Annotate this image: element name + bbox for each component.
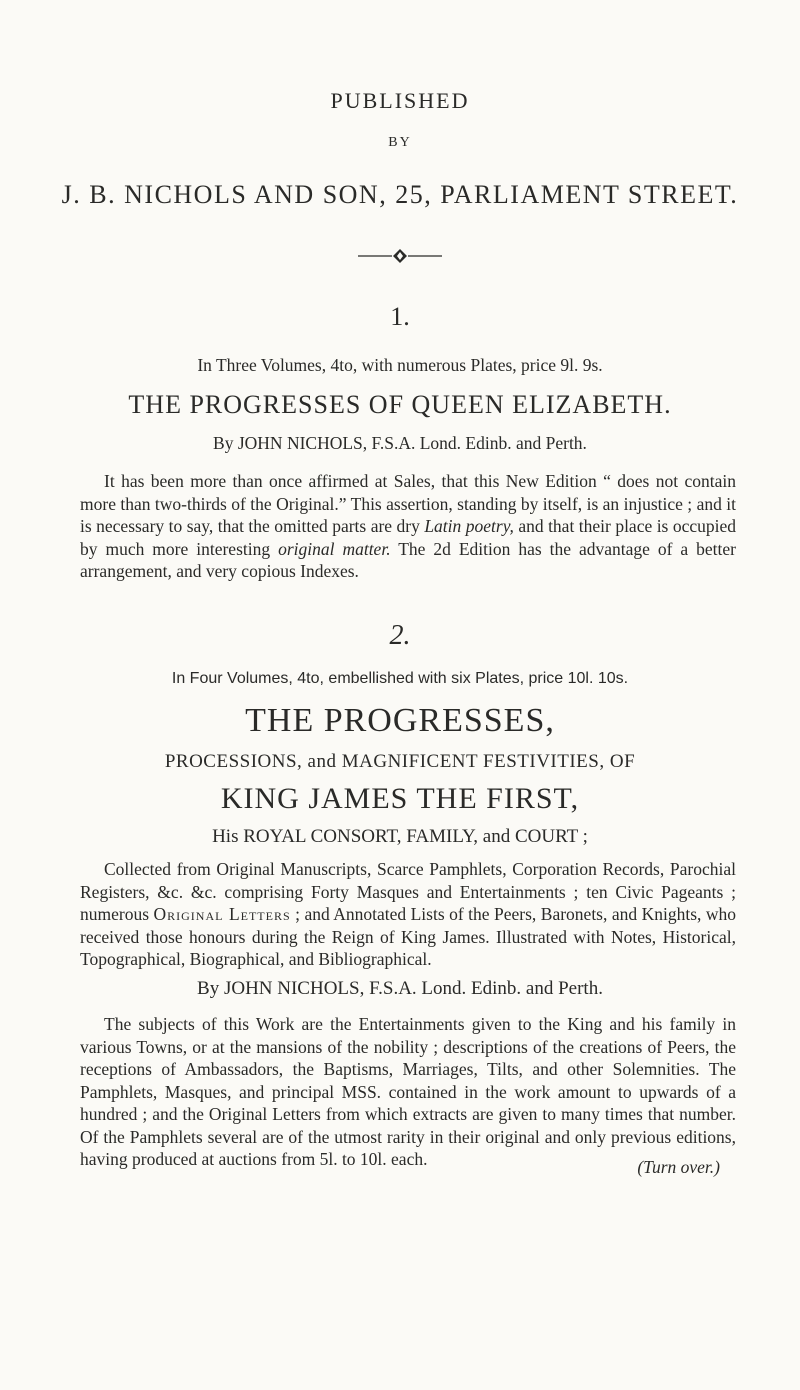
item2-subjects: The subjects of this Work are the Entertainments given to the King and his family in various Towns, or at the mansions of the nobility ; descriptions of the creations of Peers, the receptions of Ambassadors, the Baptisms, Marriages, Tilts, and other Solemnities. The Pamphlets, Masques, and principal MSS. contained in the work amount to upwards of a hundred ; and the Original Letters from which extracts are given to many times that number. Of the Pamphlets several are of the utmost rarity in their original and only previous editions, having produced at auctions from 5l. to 10l. each. xyxy=(80,1014,736,1169)
item2-collected xyxy=(80,858,736,971)
item2-title-line4: His ROYAL CONSORT, FAMILY, and COURT ; xyxy=(212,826,588,847)
item-number-2: 2. xyxy=(389,620,411,651)
item2-collected-part2: ; and Annotated Lists of the Peers, Baronets, and Knights, who received those honours during the Reign of King James. Illustrated with Notes, Historical, Topographical, Biographical, and Bibliographical. xyxy=(80,904,736,969)
item2-author: By JOHN NICHOLS, F.S.A. Lond. Edinb. and Perth. xyxy=(197,978,603,999)
turn-over-note: (Turn over.) xyxy=(637,1157,720,1177)
item2-collected-smallcaps: Original Letters xyxy=(153,904,291,924)
diamond-rule-icon xyxy=(358,248,442,264)
item2-collected-part1: Collected from Original Manuscripts, Scarce Pamphlets, Corporation Records, Parochial Registers, &c. &c. comprising Forty Masques and Entertainments ; ten Civic Pageants ; numerous xyxy=(80,859,736,924)
item2-title-line3: KING JAMES THE FIRST, xyxy=(220,782,580,815)
item1-desc-part2: and that their place is occupied by much more interesting xyxy=(80,516,736,559)
by-heading: BY xyxy=(388,135,412,150)
publisher-heading: J. B. NICHOLS AND SON, 25, PARLIAMENT STREET. xyxy=(61,180,739,209)
item2-title-line2: PROCESSIONS, and MAGNIFICENT FESTIVITIES, OF xyxy=(164,751,636,772)
item1-desc-italic2: original matter. xyxy=(278,538,391,559)
item2-volumes: In Four Volumes, 4to, embellished with six Plates, price 10l. 10s. xyxy=(171,670,629,687)
item1-desc-part3: The 2d Edition has the advantage of a better arrangement, and very copious Indexes. xyxy=(80,538,736,581)
item1-desc-part1: It has been more than once affirmed at Sales, that this New Edition “ does not contain more than two-thirds of the Original.” This assertion, standing by itself, is an injustice ; and it is necessary to say, that the omitted parts are dry xyxy=(80,471,736,536)
published-heading: PUBLISHED xyxy=(330,88,470,113)
item-number-1: 1. xyxy=(390,302,410,331)
item2-title-line1: THE PROGRESSES, xyxy=(245,702,555,739)
item1-desc-italic1: Latin poetry, xyxy=(424,516,514,536)
item1-author: By JOHN NICHOLS, F.S.A. Lond. Edinb. and Perth. xyxy=(213,433,587,453)
item1-title: THE PROGRESSES OF QUEEN ELIZABETH. xyxy=(128,390,672,419)
item1-description xyxy=(80,470,736,583)
item1-volumes: In Three Volumes, 4to, with numerous Plates, price 9l. 9s. xyxy=(197,355,603,375)
